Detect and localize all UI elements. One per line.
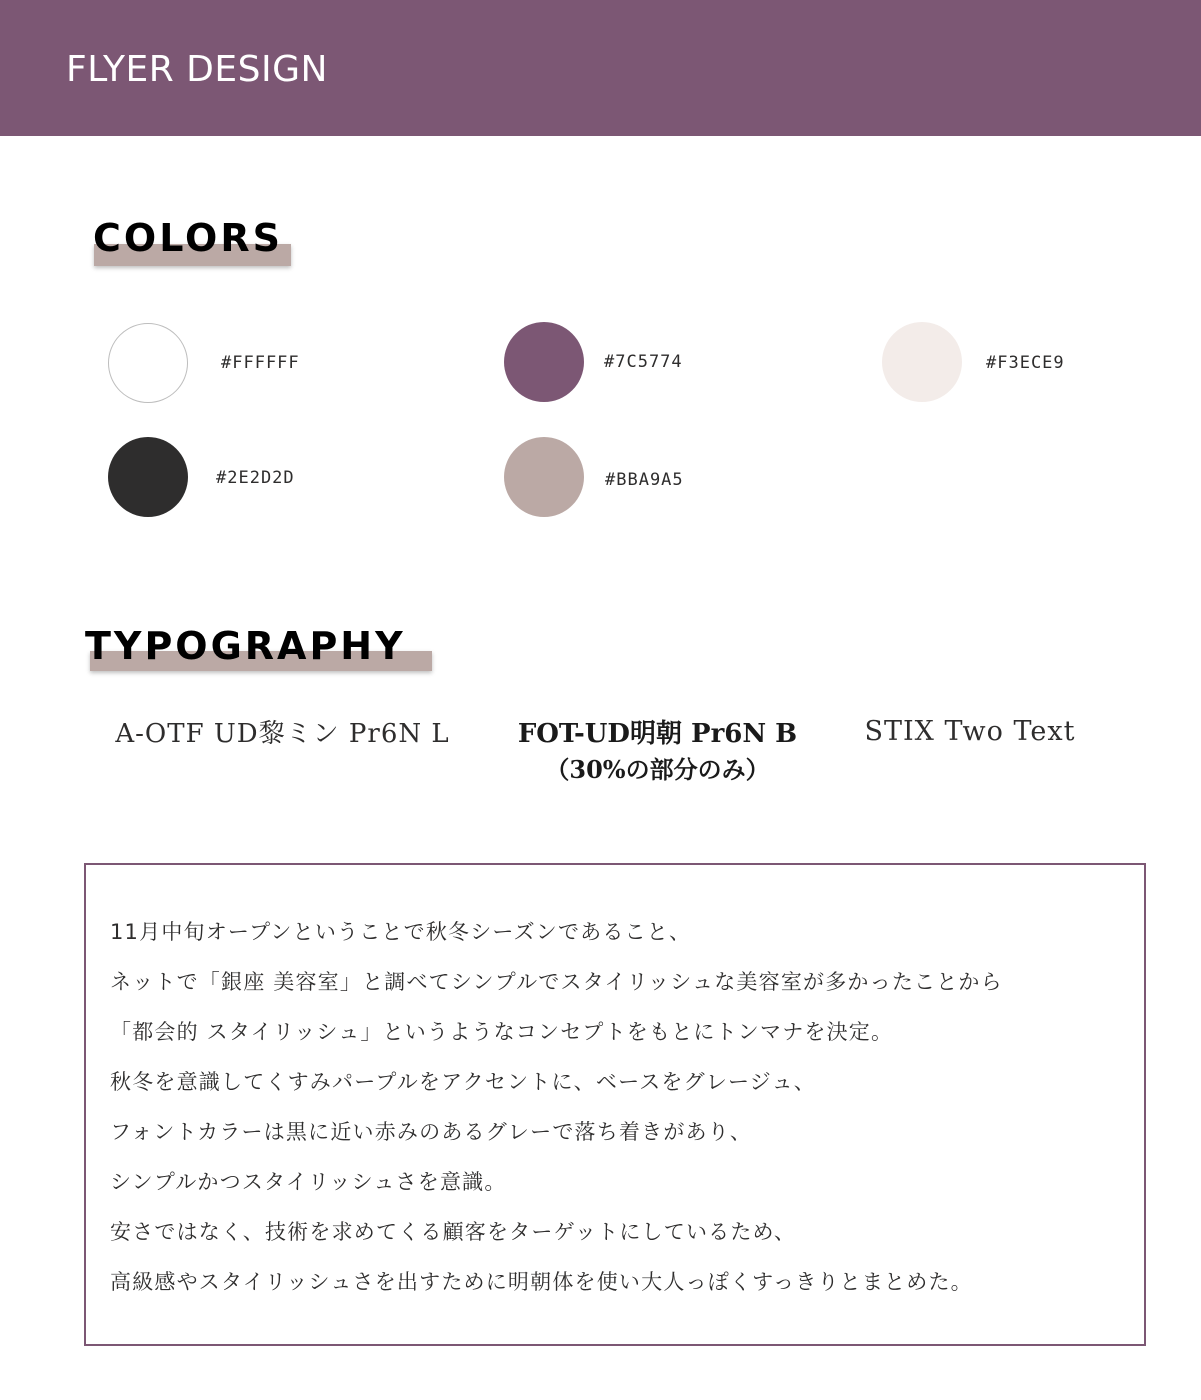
font-usage-note: （30%の部分のみ） [545, 755, 770, 784]
description-line: 11月中旬オープンということで秋冬シーズンであること、 [110, 920, 692, 944]
page-title: FLYER DESIGN [66, 49, 328, 90]
concept-description-box [84, 863, 1146, 1346]
description-line: 安さではなく、技術を求めてくる顧客をターゲットにしているため、 [110, 1220, 797, 1244]
color-hex-label: #FFFFFF [221, 353, 300, 373]
color-swatch-light-beige [882, 322, 962, 402]
font-name-bold-mincho-label: FOT-UD明朝 Pr6N B [517, 719, 798, 749]
font-name-light-mincho: A-OTF UD黎ミン Pr6N L [115, 719, 450, 749]
color-hex-label: #F3ECE9 [986, 353, 1065, 373]
color-swatch-purple [504, 322, 584, 402]
description-line: フォントカラーは黒に近い赤みのあるグレーで落ち着きがあり、 [110, 1120, 753, 1144]
description-line: 高級感やスタイリッシュさを出すために明朝体を使い大人っぽくすっきりとまとめた。 [110, 1270, 973, 1294]
font-name-bold-mincho [490, 716, 825, 788]
color-swatch-greige [504, 437, 584, 517]
description-line: ネットで「銀座 美容室」と調べてシンプルでスタイリッシュな美容室が多かったことから [110, 970, 1003, 994]
color-swatch-charcoal [108, 437, 188, 517]
color-hex-label: #BBA9A5 [605, 470, 684, 490]
color-hex-label: #7C5774 [604, 352, 683, 372]
typography-heading: TYPOGRAPHY [85, 624, 406, 668]
colors-heading: COLORS [93, 216, 283, 260]
description-line: シンプルかつスタイリッシュさを意識。 [110, 1170, 507, 1194]
color-hex-label: #2E2D2D [216, 468, 295, 488]
description-line: 秋冬を意識してくすみパープルをアクセントに、ベースをグレージュ、 [110, 1070, 816, 1094]
font-name-stix: STIX Two Text [864, 716, 1076, 747]
color-swatch-white [108, 323, 188, 403]
header-bar [0, 0, 1201, 136]
description-line: 「都会的 スタイリッシュ」というようなコンセプトをもとにトンマナを決定。 [110, 1020, 894, 1044]
